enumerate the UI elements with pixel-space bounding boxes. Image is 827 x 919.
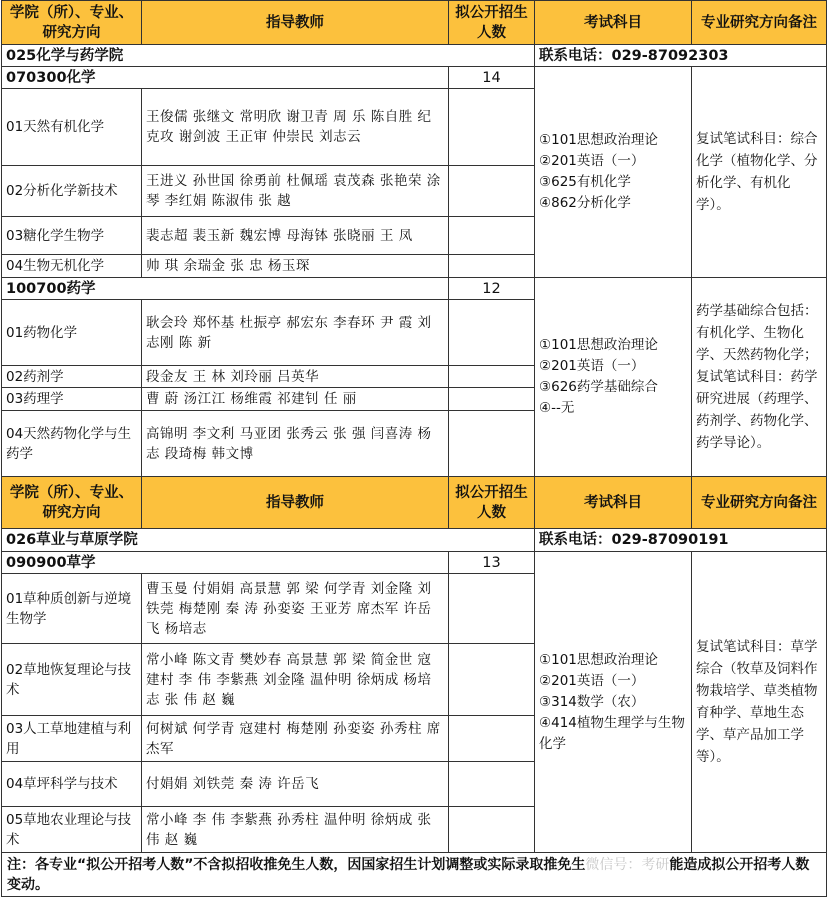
direction-quota [449, 388, 535, 411]
header-exam-subjects: 考试科目 [535, 477, 692, 529]
exam-subject: ③314数学（农） [539, 693, 645, 710]
direction-name: 02药剂学 [2, 366, 142, 388]
school-phone: 联系电话：029-87090191 [535, 529, 827, 552]
header-advisors: 指导教师 [142, 477, 449, 529]
direction-remarks: 复试笔试科目：草学综合（牧草及饲料作物栽培学、草类植物育种学、草地生态学、草产品加工学等）。 [692, 552, 827, 853]
header-quota: 拟公开招生人数 [449, 477, 535, 529]
wechat-watermark: 微信号：考研 [585, 856, 670, 873]
direction-quota [449, 644, 535, 716]
major-row [2, 67, 827, 89]
admissions-table [1, 0, 827, 897]
direction-name: 01药物化学 [2, 300, 142, 366]
direction-quota [449, 300, 535, 366]
header-department: 学院（所）、专业、研究方向 [2, 477, 142, 529]
direction-name: 02分析化学新技术 [2, 166, 142, 217]
direction-quota [449, 574, 535, 644]
advisor-list: 王俊儒 张继文 常明欣 谢卫青 周 乐 陈自胜 纪克攻 谢剑波 王正审 仲崇民 刘志云 [142, 89, 449, 166]
exam-subject: ④862分析化学 [539, 195, 631, 211]
advisor-list: 帅 琪 余瑞金 张 忠 杨玉琛 [142, 255, 449, 278]
school-row [2, 45, 827, 67]
header-department: 学院（所）、专业、研究方向 [2, 1, 142, 45]
header-remarks: 专业研究方向备注 [692, 477, 827, 529]
advisor-list: 王进义 孙世国 徐勇前 杜佩瑶 袁茂森 张艳荣 涂 琴 李红娟 陈淑伟 张 越 [142, 166, 449, 217]
exam-subjects [535, 552, 692, 853]
advisor-list: 何树斌 何学青 寇建村 梅楚刚 孙娈姿 孙秀柱 席杰军 [142, 716, 449, 762]
direction-name: 05草地农业理论与技术 [2, 807, 142, 853]
exam-subject: ①101思想政治理论 [539, 651, 658, 668]
direction-quota [449, 89, 535, 166]
major-quota: 12 [449, 278, 535, 300]
header-row [2, 477, 827, 529]
advisor-list: 曹玉曼 付娟娟 高景慧 郭 梁 何学青 刘金隆 刘铁莞 梅楚刚 秦 涛 孙娈姿 王亚芳 席杰军 许岳飞 杨培志 [142, 574, 449, 644]
direction-remarks: 复试笔试科目：综合化学（植物化学、分析化学、有机化学）。 [692, 67, 827, 278]
major-name: 090900草学 [2, 552, 449, 574]
footer-note-end: 能造成拟公开招考人数变动。 [7, 856, 810, 893]
direction-name: 03糖化学生物学 [2, 217, 142, 255]
direction-name: 02草地恢复理论与技术 [2, 644, 142, 716]
advisor-list: 付娟娟 刘铁莞 秦 涛 许岳飞 [142, 762, 449, 807]
direction-quota [449, 411, 535, 477]
direction-quota [449, 217, 535, 255]
exam-subject: ②201英语（一） [539, 153, 645, 169]
header-exam-subjects: 考试科目 [535, 1, 692, 45]
exam-subject: ③625有机化学 [539, 174, 631, 190]
advisor-list: 段金友 王 林 刘玲丽 吕英华 [142, 366, 449, 388]
advisor-list: 曹 蔚 汤江江 杨维霞 祁建钊 任 丽 [142, 388, 449, 411]
exam-subject: ②201英语（一） [539, 672, 645, 689]
advisor-list: 高锦明 李文利 马亚团 张秀云 张 强 闫喜涛 杨 志 段琦梅 韩文博 [142, 411, 449, 477]
advisor-list: 裴志超 裴玉新 魏宏博 母海钵 张晓丽 王 凤 [142, 217, 449, 255]
exam-subject: ①101思想政治理论 [539, 132, 658, 148]
direction-quota [449, 716, 535, 762]
major-name: 070300化学 [2, 67, 449, 89]
direction-quota [449, 166, 535, 217]
school-row [2, 529, 827, 552]
major-row [2, 278, 827, 300]
school-phone: 联系电话：029-87092303 [535, 45, 827, 67]
advisor-list: 常小峰 陈文青 樊妙春 高景慧 郭 梁 简金世 寇建村 李 伟 李紫燕 刘金隆 温仲明 徐炳成 杨培志 张 伟 赵 巍 [142, 644, 449, 716]
direction-quota [449, 366, 535, 388]
direction-name: 01草种质创新与逆境生物学 [2, 574, 142, 644]
major-quota: 13 [449, 552, 535, 574]
direction-quota [449, 255, 535, 278]
footer-row [2, 853, 827, 897]
school-name: 026草业与草原学院 [2, 529, 535, 552]
major-name: 100700药学 [2, 278, 449, 300]
exam-subjects [535, 278, 692, 477]
footer-note [2, 853, 827, 897]
direction-quota [449, 762, 535, 807]
exam-subject: ②201英语（一） [539, 358, 645, 374]
major-quota: 14 [449, 67, 535, 89]
direction-name: 03人工草地建植与利用 [2, 716, 142, 762]
direction-name: 04生物无机化学 [2, 255, 142, 278]
exam-subject: ④414植物生理学与生物化学 [539, 714, 685, 752]
school-name: 025化学与药学院 [2, 45, 535, 67]
direction-name: 01天然有机化学 [2, 89, 142, 166]
direction-name: 03药理学 [2, 388, 142, 411]
exam-subject: ①101思想政治理论 [539, 337, 658, 353]
exam-subject: ③626药学基础综合 [539, 379, 658, 395]
header-row [2, 1, 827, 45]
direction-name: 04草坪科学与技术 [2, 762, 142, 807]
exam-subjects [535, 67, 692, 278]
direction-quota [449, 807, 535, 853]
direction-remarks: 药学基础综合包括：有机化学、生物化学、天然药物化学；复试笔试科目：药学研究进展（药理学、药剂学、药物化学、药学导论）。 [692, 278, 827, 477]
advisor-list: 常小峰 李 伟 李紫燕 孙秀柱 温仲明 徐炳成 张 伟 赵 巍 [142, 807, 449, 853]
major-row [2, 552, 827, 574]
exam-subject: ④--无 [539, 400, 575, 416]
direction-name: 04天然药物化学与生药学 [2, 411, 142, 477]
footer-note-text: 注：各专业“拟公开招考人数”不含拟招收推免生人数，因国家招生计划调整或实际录取推免生 [7, 856, 586, 873]
header-remarks: 专业研究方向备注 [692, 1, 827, 45]
advisor-list: 耿会玲 郑怀基 杜振亭 郝宏东 李春环 尹 霞 刘志刚 陈 新 [142, 300, 449, 366]
header-advisors: 指导教师 [142, 1, 449, 45]
header-quota: 拟公开招生人数 [449, 1, 535, 45]
